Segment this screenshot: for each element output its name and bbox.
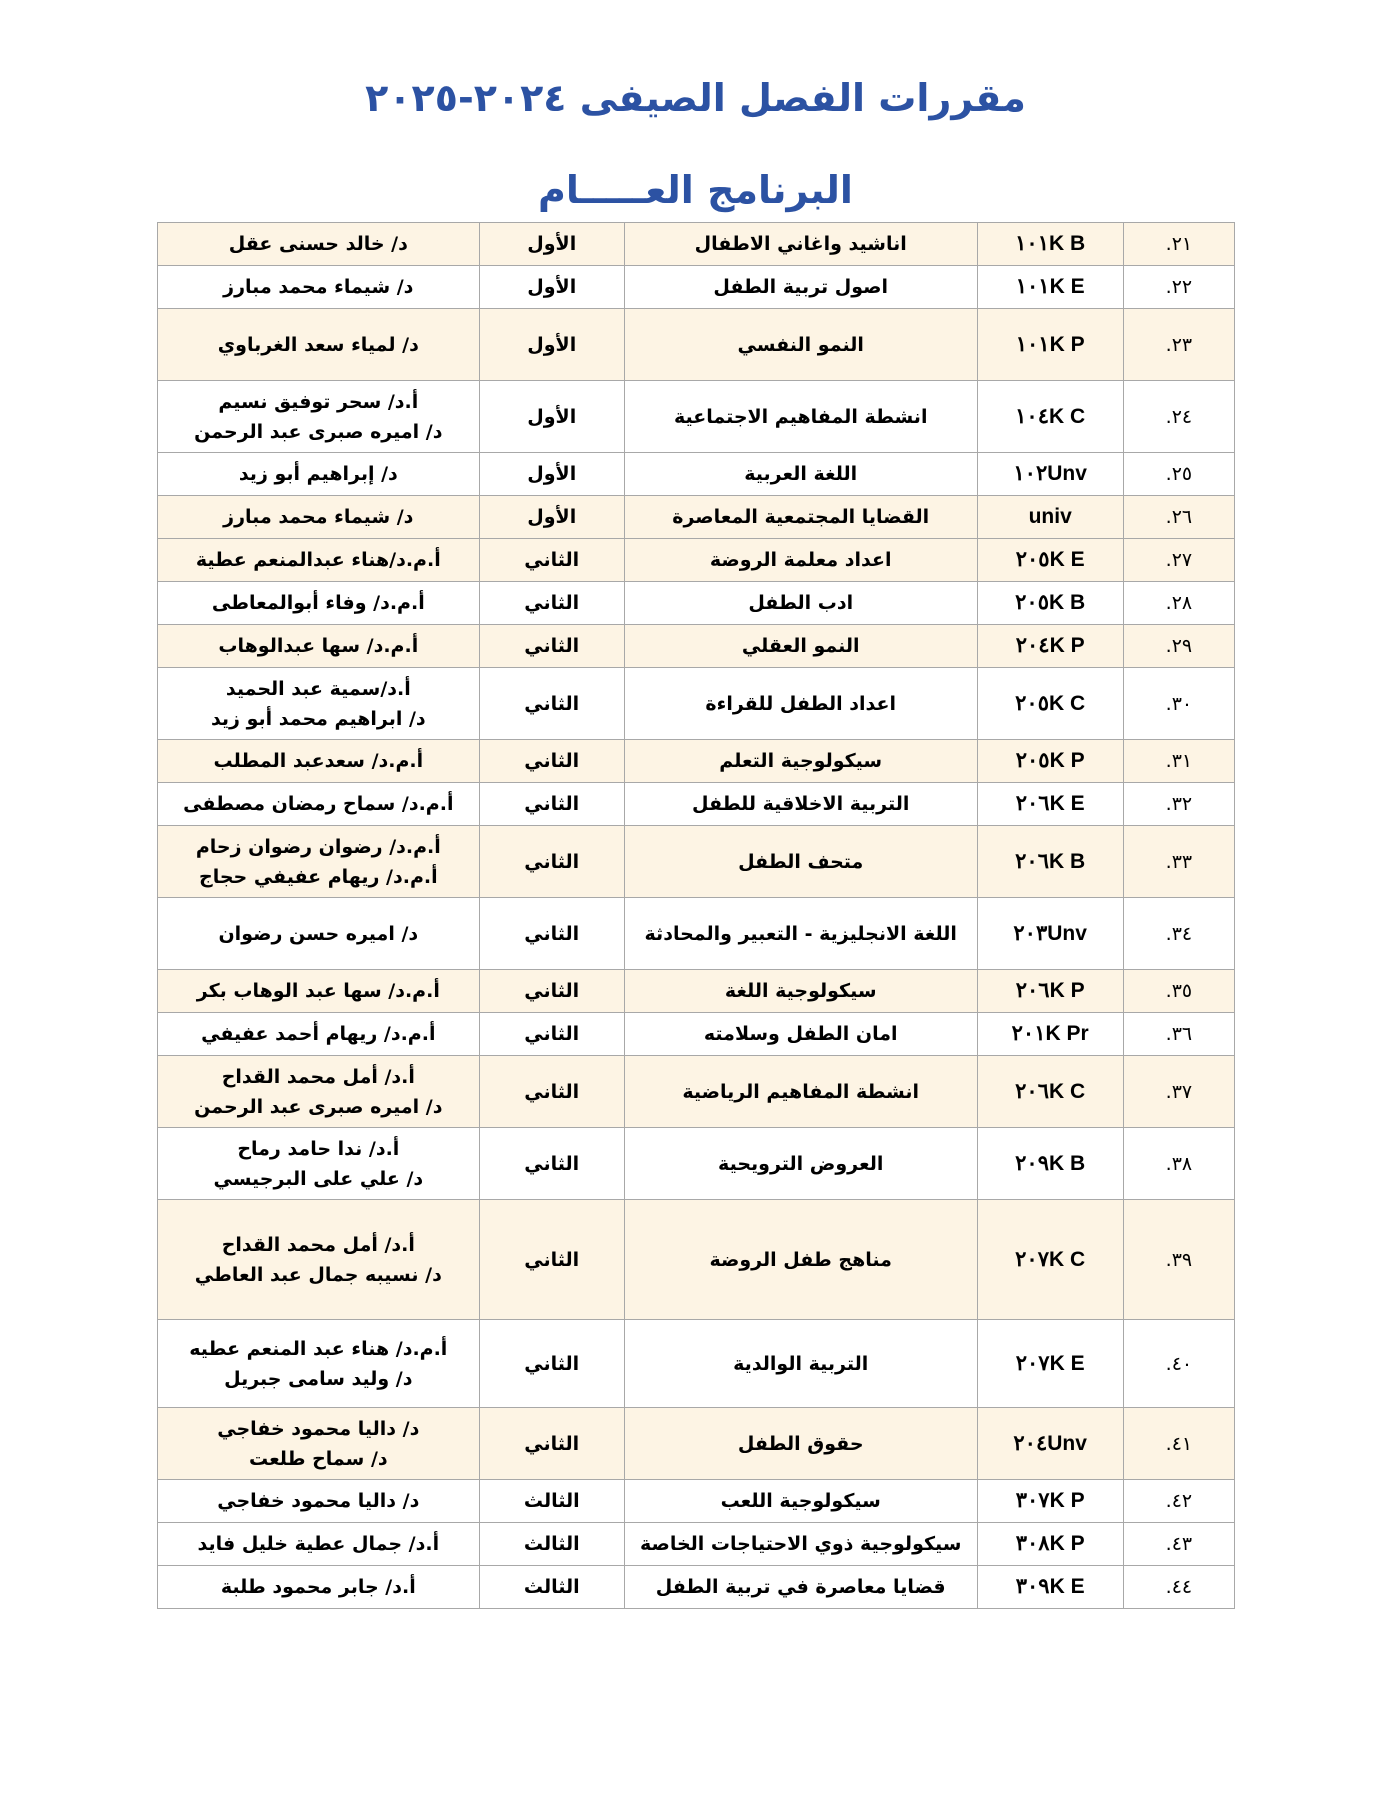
course-name-cell: سيكولوجية ذوي الاحتياجات الخاصة	[624, 1523, 977, 1566]
instructor-cell	[158, 496, 480, 539]
course-name-cell: سيكولوجية اللغة	[624, 970, 977, 1013]
row-number-cell: ٣٧.	[1123, 1056, 1234, 1128]
level-cell: الثاني	[479, 826, 624, 898]
instructor-name: أ.م.د/ سها عبدالوهاب	[218, 635, 419, 657]
table-row	[158, 740, 1235, 783]
level-cell: الأول	[479, 381, 624, 453]
row-number-cell: ٣٦.	[1123, 1013, 1234, 1056]
courses-table	[157, 222, 1235, 1609]
row-number-cell: ٤٤.	[1123, 1566, 1234, 1609]
instructor-cell	[158, 1013, 480, 1056]
instructor-name: أ.م.د/ سها عبد الوهاب بكر	[196, 980, 440, 1002]
instructor-cell	[158, 783, 480, 826]
course-code-cell: ٢٠٩K B	[977, 1128, 1123, 1200]
level-cell: الثاني	[479, 1056, 624, 1128]
level-cell: الثالث	[479, 1566, 624, 1609]
course-code-cell: ٢٠٦K P	[977, 970, 1123, 1013]
instructor-name: أ.م.د/ سماح رمضان مصطفى	[183, 793, 454, 815]
level-cell: الأول	[479, 223, 624, 266]
row-number-cell: ٣٢.	[1123, 783, 1234, 826]
level-cell: الأول	[479, 309, 624, 381]
course-code-cell: ٢٠٥K P	[977, 740, 1123, 783]
row-number-cell: ٣١.	[1123, 740, 1234, 783]
course-name-cell: حقوق الطفل	[624, 1408, 977, 1480]
instructor-name: أ.د/ جمال عطية خليل فايد	[197, 1533, 440, 1555]
instructor-name: أ.م.د/ ريهام أحمد عفيفي	[201, 1023, 436, 1045]
row-number-cell: ٢٧.	[1123, 539, 1234, 582]
row-number-cell: ٣٥.	[1123, 970, 1234, 1013]
level-cell: الثاني	[479, 783, 624, 826]
row-number-cell: ٣٨.	[1123, 1128, 1234, 1200]
course-name-cell: ادب الطفل	[624, 582, 977, 625]
table-row	[158, 1056, 1235, 1128]
instructor-name: أ.د/ سحر توفيق نسيم	[218, 390, 419, 413]
table-row	[158, 1408, 1235, 1480]
instructor-name: د/ إبراهيم أبو زيد	[238, 463, 398, 485]
level-cell: الثاني	[479, 740, 624, 783]
course-name-cell: متحف الطفل	[624, 826, 977, 898]
row-number-cell: ٤١.	[1123, 1408, 1234, 1480]
row-number-cell: ٣٤.	[1123, 898, 1234, 970]
row-number-cell: ٤٠.	[1123, 1320, 1234, 1408]
instructor-name: أ.م.د/ ريهام عفيفي حجاج	[199, 865, 438, 888]
instructor-name: د/ نسيبه جمال عبد العاطي	[194, 1263, 442, 1286]
instructor-name: أ.د/ ندا حامد رماح	[237, 1137, 400, 1160]
row-number-cell: ٢١.	[1123, 223, 1234, 266]
course-code-cell: ١٠١K B	[977, 223, 1123, 266]
course-code-cell: ٢٠٤K P	[977, 625, 1123, 668]
instructor-cell	[158, 1128, 480, 1200]
course-name-cell: امان الطفل وسلامته	[624, 1013, 977, 1056]
course-code-cell: ٢٠٧K E	[977, 1320, 1123, 1408]
course-name-cell: القضايا المجتمعية المعاصرة	[624, 496, 977, 539]
table-row	[158, 582, 1235, 625]
table-row	[158, 309, 1235, 381]
level-cell: الثاني	[479, 898, 624, 970]
course-code-cell: ١٠٢Unv	[977, 453, 1123, 496]
instructor-name: د/ وليد سامى جبريل	[224, 1367, 413, 1390]
instructor-cell	[158, 266, 480, 309]
instructor-name: د/ خالد حسنى عقل	[228, 233, 408, 255]
course-code-cell: ٢٠٥K C	[977, 668, 1123, 740]
course-name-cell: النمو العقلي	[624, 625, 977, 668]
instructor-name: د/ ابراهيم محمد أبو زيد	[210, 707, 426, 730]
course-name-cell: اصول تربية الطفل	[624, 266, 977, 309]
instructor-name: أ.د/سمية عبد الحميد	[225, 677, 411, 700]
instructor-cell	[158, 826, 480, 898]
instructor-cell	[158, 1523, 480, 1566]
level-cell: الثاني	[479, 625, 624, 668]
course-code-cell: ٢٠٦K E	[977, 783, 1123, 826]
row-number-cell: ٣٣.	[1123, 826, 1234, 898]
instructor-cell	[158, 539, 480, 582]
table-row	[158, 1200, 1235, 1320]
course-name-cell: النمو النفسي	[624, 309, 977, 381]
instructor-name: د/ داليا محمود خفاجي	[217, 1417, 420, 1440]
instructor-cell	[158, 582, 480, 625]
table-row	[158, 970, 1235, 1013]
level-cell: الثاني	[479, 1320, 624, 1408]
instructor-name: أ.م.د/ وفاء أبوالمعاطى	[211, 592, 425, 614]
row-number-cell: ٢٢.	[1123, 266, 1234, 309]
row-number-cell: ٢٦.	[1123, 496, 1234, 539]
level-cell: الثالث	[479, 1523, 624, 1566]
instructor-cell	[158, 381, 480, 453]
instructor-name: أ.د/ جابر محمود طلبة	[220, 1576, 416, 1598]
instructor-name: أ.د/ أمل محمد القداح	[221, 1233, 415, 1256]
program-subtitle: البرنامج العـــــام	[538, 168, 853, 212]
instructor-name: د/ اميره صبرى عبد الرحمن	[194, 420, 443, 443]
level-cell: الثاني	[479, 668, 624, 740]
table-row	[158, 898, 1235, 970]
course-name-cell: اللغة العربية	[624, 453, 977, 496]
instructor-name: د/ اميره حسن رضوان	[218, 922, 419, 945]
level-cell: الثاني	[479, 582, 624, 625]
instructor-cell	[158, 1320, 480, 1408]
instructor-cell	[158, 970, 480, 1013]
course-name-cell: العروض الترويحية	[624, 1128, 977, 1200]
instructor-cell	[158, 1056, 480, 1128]
level-cell: الثاني	[479, 1408, 624, 1480]
instructor-name: أ.م.د/هناء عبدالمنعم عطية	[195, 549, 441, 571]
instructor-name: د/ لمياء سعد الغرباوي	[217, 333, 419, 356]
instructor-cell	[158, 1566, 480, 1609]
instructor-name: د/ علي على البرجيسي	[213, 1167, 424, 1190]
level-cell: الثاني	[479, 970, 624, 1013]
level-cell: الثاني	[479, 1128, 624, 1200]
course-name-cell: اللغة الانجليزية - التعبير والمحادثة	[624, 898, 977, 970]
course-code-cell: ٣٠٩K E	[977, 1566, 1123, 1609]
course-code-cell: ٣٠٧K P	[977, 1480, 1123, 1523]
course-name-cell: انشطة المفاهيم الاجتماعية	[624, 381, 977, 453]
table-row	[158, 1566, 1235, 1609]
instructor-name: د/ اميره صبرى عبد الرحمن	[194, 1095, 443, 1118]
table-row	[158, 496, 1235, 539]
row-number-cell: ٣٩.	[1123, 1200, 1234, 1320]
row-number-cell: ٣٠.	[1123, 668, 1234, 740]
course-code-cell: ٣٠٨K P	[977, 1523, 1123, 1566]
course-code-cell: ٢٠٥K B	[977, 582, 1123, 625]
course-name-cell: سيكولوجية اللعب	[624, 1480, 977, 1523]
level-cell: الثاني	[479, 1013, 624, 1056]
course-code-cell: ٢٠٥K E	[977, 539, 1123, 582]
table-row	[158, 1480, 1235, 1523]
table-row	[158, 381, 1235, 453]
course-code-cell: ١٠٤K C	[977, 381, 1123, 453]
instructor-cell	[158, 668, 480, 740]
course-name-cell: التربية الوالدية	[624, 1320, 977, 1408]
table-row	[158, 625, 1235, 668]
level-cell: الأول	[479, 453, 624, 496]
course-code-cell: ١٠١K P	[977, 309, 1123, 381]
table-row	[158, 539, 1235, 582]
row-number-cell: ٤٢.	[1123, 1480, 1234, 1523]
instructor-name: د/ شيماء محمد مبارز	[223, 276, 414, 298]
table-row	[158, 826, 1235, 898]
courses-table-body	[158, 223, 1235, 1609]
instructor-name: د/ داليا محمود خفاجي	[217, 1490, 420, 1512]
row-number-cell: ٢٥.	[1123, 453, 1234, 496]
course-name-cell: اناشيد واغاني الاطفال	[624, 223, 977, 266]
instructor-name: أ.د/ أمل محمد القداح	[221, 1065, 415, 1088]
table-row	[158, 1320, 1235, 1408]
page-title: مقررات الفصل الصيفى ٢٠٢٤-٢٠٢٥	[365, 76, 1026, 120]
level-cell: الثاني	[479, 1200, 624, 1320]
level-cell: الثالث	[479, 1480, 624, 1523]
course-code-cell: ٢٠٧K C	[977, 1200, 1123, 1320]
table-row	[158, 783, 1235, 826]
row-number-cell: ٢٨.	[1123, 582, 1234, 625]
instructor-cell	[158, 898, 480, 970]
row-number-cell: ٢٣.	[1123, 309, 1234, 381]
table-row	[158, 1523, 1235, 1566]
row-number-cell: ٢٤.	[1123, 381, 1234, 453]
instructor-name: أ.م.د/ هناء عبد المنعم عطيه	[189, 1337, 448, 1360]
table-row	[158, 1128, 1235, 1200]
table-row	[158, 1013, 1235, 1056]
instructor-cell	[158, 223, 480, 266]
row-number-cell: ٢٩.	[1123, 625, 1234, 668]
row-number-cell: ٤٣.	[1123, 1523, 1234, 1566]
instructor-cell	[158, 740, 480, 783]
instructor-cell	[158, 309, 480, 381]
course-name-cell: مناهج طفل الروضة	[624, 1200, 977, 1320]
instructor-name: د/ سماح طلعت	[248, 1447, 388, 1470]
table-row	[158, 266, 1235, 309]
course-name-cell: قضايا معاصرة في تربية الطفل	[624, 1566, 977, 1609]
course-code-cell: ٢٠٣Unv	[977, 898, 1123, 970]
course-name-cell: انشطة المفاهيم الرياضية	[624, 1056, 977, 1128]
course-code-cell: ٢٠٤Unv	[977, 1408, 1123, 1480]
course-code-cell: univ	[977, 496, 1123, 539]
instructor-cell	[158, 1200, 480, 1320]
instructor-name: أ.م.د/ سعدعبد المطلب	[213, 750, 424, 772]
instructor-cell	[158, 453, 480, 496]
table-row	[158, 453, 1235, 496]
level-cell: الأول	[479, 496, 624, 539]
instructor-name: د/ شيماء محمد مبارز	[223, 506, 414, 528]
course-name-cell: اعداد معلمة الروضة	[624, 539, 977, 582]
course-code-cell: ٢٠٦K C	[977, 1056, 1123, 1128]
table-row	[158, 223, 1235, 266]
instructor-cell	[158, 1408, 480, 1480]
instructor-name: أ.م.د/ رضوان رضوان زحام	[195, 835, 441, 858]
course-name-cell: اعداد الطفل للقراءة	[624, 668, 977, 740]
course-name-cell: التربية الاخلاقية للطفل	[624, 783, 977, 826]
course-code-cell: ٢٠١K Pr	[977, 1013, 1123, 1056]
course-code-cell: ١٠١K E	[977, 266, 1123, 309]
level-cell: الأول	[479, 266, 624, 309]
level-cell: الثاني	[479, 539, 624, 582]
table-row	[158, 668, 1235, 740]
course-code-cell: ٢٠٦K B	[977, 826, 1123, 898]
instructor-cell	[158, 1480, 480, 1523]
instructor-cell	[158, 625, 480, 668]
course-name-cell: سيكولوجية التعلم	[624, 740, 977, 783]
